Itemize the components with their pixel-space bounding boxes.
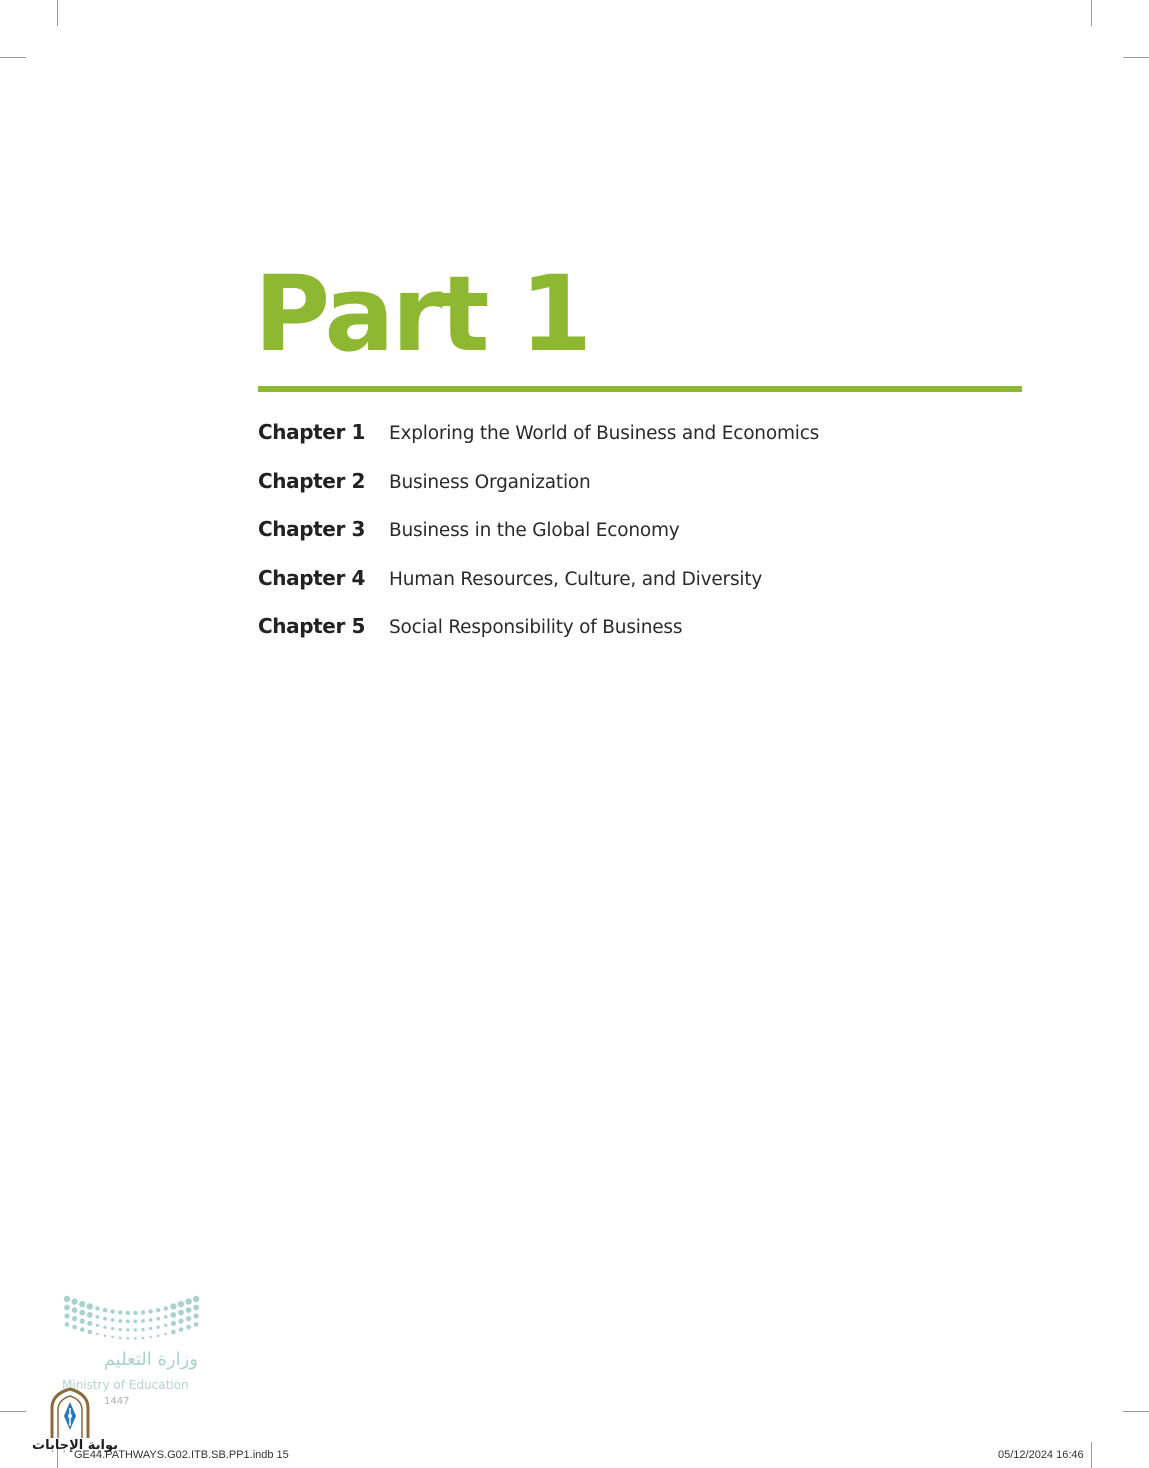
logo-dot xyxy=(87,1321,92,1326)
logo-dot xyxy=(142,1337,145,1340)
logo-dot xyxy=(193,1305,199,1311)
logo-dot xyxy=(87,1303,93,1309)
logo-dot xyxy=(80,1327,85,1332)
crop-mark-bottom-left-h xyxy=(0,1411,26,1412)
logo-dot xyxy=(185,1298,191,1304)
logo-dot xyxy=(170,1303,176,1309)
logo-dot xyxy=(103,1317,107,1321)
logo-dot xyxy=(179,1327,184,1332)
logo-dot xyxy=(110,1309,114,1313)
chapter-list xyxy=(258,420,819,663)
logo-dot xyxy=(96,1324,99,1327)
logo-dot xyxy=(72,1307,78,1313)
chapter-title: Social Responsibility of Business xyxy=(389,617,683,639)
crop-mark-top-right-h xyxy=(1123,57,1149,58)
logo-dot xyxy=(171,1321,176,1326)
logo-dot xyxy=(178,1319,183,1324)
logo-dot xyxy=(193,1296,199,1302)
logo-dot xyxy=(111,1327,114,1330)
ministry-name-english: Ministry of Education xyxy=(62,1378,189,1392)
ministry-name-arabic: وزارة التعليم xyxy=(103,1349,198,1370)
portal-name: بوابة الإجابات xyxy=(32,1438,118,1453)
logo-dot xyxy=(80,1319,85,1324)
logo-dot xyxy=(164,1324,167,1327)
logo-dot xyxy=(119,1337,122,1340)
logo-dot xyxy=(119,1328,122,1331)
chapter-label: Chapter 1 xyxy=(258,420,365,444)
logo-dot xyxy=(88,1330,93,1335)
logo-dot xyxy=(156,1308,160,1312)
logo-dot xyxy=(79,1310,85,1316)
logo-dot xyxy=(96,1333,99,1336)
chapter-label: Chapter 5 xyxy=(258,614,365,639)
logo-dot xyxy=(64,1296,70,1302)
logo-dot xyxy=(64,1313,69,1318)
chapter-title: Human Resources, Culture, and Diversity xyxy=(389,568,763,590)
logo-dot xyxy=(194,1322,199,1327)
chapter-label: Chapter 3 xyxy=(258,517,365,542)
logo-dot xyxy=(164,1306,168,1310)
print-slug-file: GE44.PATHWAYS.G02.ITB.SB.PP1.indb 15 xyxy=(74,1449,289,1461)
logo-dot xyxy=(126,1320,130,1324)
portal-logo-icon xyxy=(44,1386,96,1440)
print-slug-timestamp: 05/12/2024 16:46 xyxy=(998,1449,1084,1461)
logo-dot xyxy=(111,1336,114,1339)
logo-dot xyxy=(194,1313,199,1318)
logo-dot xyxy=(111,1318,115,1322)
crop-mark-top-right xyxy=(1091,0,1092,26)
chapter-label: Chapter 4 xyxy=(258,565,365,590)
logo-dot xyxy=(65,1322,70,1327)
logo-dot xyxy=(157,1326,160,1329)
chapter-row-4 xyxy=(258,566,819,615)
logo-dot xyxy=(118,1310,122,1314)
logo-dot xyxy=(104,1334,107,1337)
logo-dot xyxy=(186,1307,192,1313)
logo-dot xyxy=(118,1319,122,1323)
part-title-rule xyxy=(258,386,1022,392)
crop-mark-bottom-right-h xyxy=(1123,1411,1149,1412)
crop-mark-top-left-h xyxy=(0,57,26,58)
logo-dot xyxy=(178,1301,184,1307)
logo-dot xyxy=(171,1312,177,1318)
logo-dot xyxy=(134,1320,138,1324)
logo-dot xyxy=(165,1333,168,1336)
chapter-title: Business Organization xyxy=(389,471,591,493)
logo-dot xyxy=(141,1310,145,1314)
logo-dot xyxy=(72,1325,77,1330)
logo-dot xyxy=(72,1316,77,1321)
chapter-row-3 xyxy=(258,517,819,566)
logo-dot xyxy=(126,1311,130,1315)
ministry-year: 1447 xyxy=(104,1396,130,1407)
logo-dot xyxy=(157,1334,160,1337)
logo-dot xyxy=(149,1318,153,1322)
logo-dot xyxy=(127,1337,130,1340)
logo-dot xyxy=(134,1328,137,1331)
chapter-row-2 xyxy=(258,469,819,518)
logo-dot xyxy=(141,1328,144,1331)
logo-dot xyxy=(79,1301,85,1307)
logo-dot xyxy=(171,1330,176,1335)
logo-dot xyxy=(186,1325,191,1330)
logo-dot xyxy=(134,1337,137,1340)
logo-dot xyxy=(103,1308,107,1312)
logo-dot xyxy=(87,1312,93,1318)
part-title: Part 1 xyxy=(254,253,590,375)
logo-dot xyxy=(149,1327,152,1330)
chapter-label: Chapter 2 xyxy=(258,468,365,493)
logo-dot xyxy=(71,1298,77,1304)
logo-dot xyxy=(133,1311,137,1315)
logo-dot xyxy=(149,1336,152,1339)
logo-dot xyxy=(103,1326,106,1329)
logo-dot xyxy=(64,1305,70,1311)
crop-mark-bottom-right xyxy=(1091,1442,1092,1468)
logo-dot xyxy=(96,1315,100,1319)
logo-dot xyxy=(126,1328,129,1331)
logo-dot xyxy=(178,1310,184,1316)
crop-mark-top-left xyxy=(57,0,58,26)
chapter-title: Exploring the World of Business and Economics xyxy=(389,423,820,444)
logo-dot xyxy=(186,1316,191,1321)
logo-dot xyxy=(95,1306,99,1310)
logo-dot xyxy=(141,1319,145,1323)
chapter-row-1 xyxy=(258,420,819,469)
chapter-title: Business in the Global Economy xyxy=(389,520,680,542)
logo-dot xyxy=(164,1315,168,1319)
chapter-row-5 xyxy=(258,614,819,663)
logo-dot xyxy=(156,1317,160,1321)
logo-dot xyxy=(148,1309,152,1313)
